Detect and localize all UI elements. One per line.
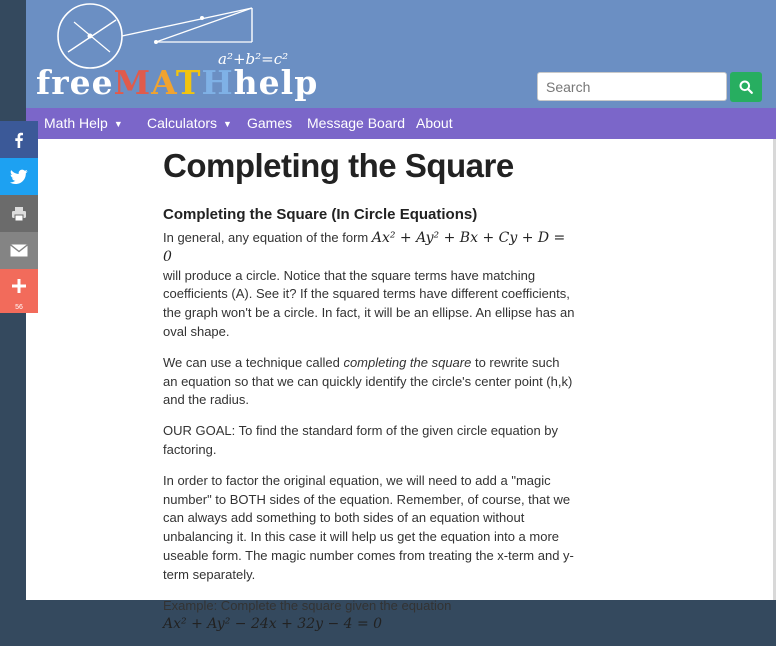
logo-geometry-art xyxy=(56,0,296,72)
logo-letter-h: H xyxy=(201,63,234,102)
page-title: Completing the Square xyxy=(163,147,514,184)
logo-word-free: free xyxy=(36,63,114,102)
equation-general-form: Ax² + Ay² + Bx + Cy + D = 0 xyxy=(163,230,566,265)
print-icon xyxy=(11,206,27,222)
main-nav xyxy=(26,108,776,139)
nav-calculators[interactable] xyxy=(147,108,232,139)
example-equation: Ax² + Ay² − 24x + 32y − 4 = 0 xyxy=(163,616,383,633)
nav-message-board[interactable]: Message Board xyxy=(307,115,406,131)
logo-letter-a: A xyxy=(151,63,176,102)
share-print-button[interactable] xyxy=(0,195,38,232)
facebook-icon xyxy=(10,131,28,149)
caret-down-icon: ▼ xyxy=(223,119,232,129)
search-input[interactable] xyxy=(537,72,727,101)
intro-text-rest: will produce a circle. Notice that the square terms have matching coefficients (A). See it? If the squared terms have different coefficients, the graph won't be a circle. In fact, it will be an ellipse. An ellipse has an oval shape. xyxy=(163,267,575,339)
paragraph-intro xyxy=(163,229,575,342)
paragraph-technique xyxy=(163,354,575,410)
technique-text-start: We can use a technique called xyxy=(163,354,344,370)
main-content xyxy=(26,139,773,633)
nav-math-help[interactable] xyxy=(44,108,123,139)
example-text: Example: Complete the square given the equation xyxy=(163,597,452,613)
paragraph-magic-number: In order to factor the original equation, we will need to add a "magic number" to BOTH sides of the equation. Remember, of course, that we can always add something to both sides of an equation without unbalancing it. In this case it will help us get the equation into a more useable form. The magic number comes from treating the x-term and y-term separately. xyxy=(163,472,574,582)
twitter-icon xyxy=(10,169,28,185)
technique-emphasis: completing the square xyxy=(343,354,472,370)
nav-calculators-label: Calculators xyxy=(147,115,218,131)
section-heading: Completing the Square (In Circle Equations) xyxy=(163,206,478,223)
logo-letter-m: M xyxy=(113,63,152,102)
caret-down-icon: ▼ xyxy=(113,119,123,129)
site-header xyxy=(26,0,776,108)
share-twitter-button[interactable] xyxy=(0,158,38,195)
logo-word-help: help xyxy=(233,63,319,102)
nav-math-help-label: Math Help xyxy=(44,115,108,131)
share-email-button[interactable] xyxy=(0,232,38,269)
nav-games[interactable]: Games xyxy=(247,115,293,131)
intro-text-start: In general, any equation of the form xyxy=(163,230,372,245)
share-more-button[interactable] xyxy=(0,269,38,313)
logo-letter-t: T xyxy=(175,63,202,102)
logo-formula: a²+b²=c² xyxy=(218,50,289,68)
site-logo[interactable] xyxy=(36,63,319,102)
share-count: 56 xyxy=(15,304,23,311)
paragraph-example xyxy=(163,597,575,635)
share-facebook-button[interactable] xyxy=(0,121,38,158)
share-bar xyxy=(0,121,38,313)
plus-icon xyxy=(12,279,26,293)
search-icon xyxy=(739,80,753,94)
search-button[interactable] xyxy=(730,72,762,102)
email-icon xyxy=(10,244,28,257)
nav-about[interactable]: About xyxy=(416,115,453,131)
paragraph-goal: OUR GOAL: To find the standard form of the given circle equation by factoring. xyxy=(163,423,559,457)
article xyxy=(163,139,575,646)
technique-text-rest: to rewrite such an equation so that we can quickly identify the circle's center point (h,k) and the radius. xyxy=(163,354,573,408)
